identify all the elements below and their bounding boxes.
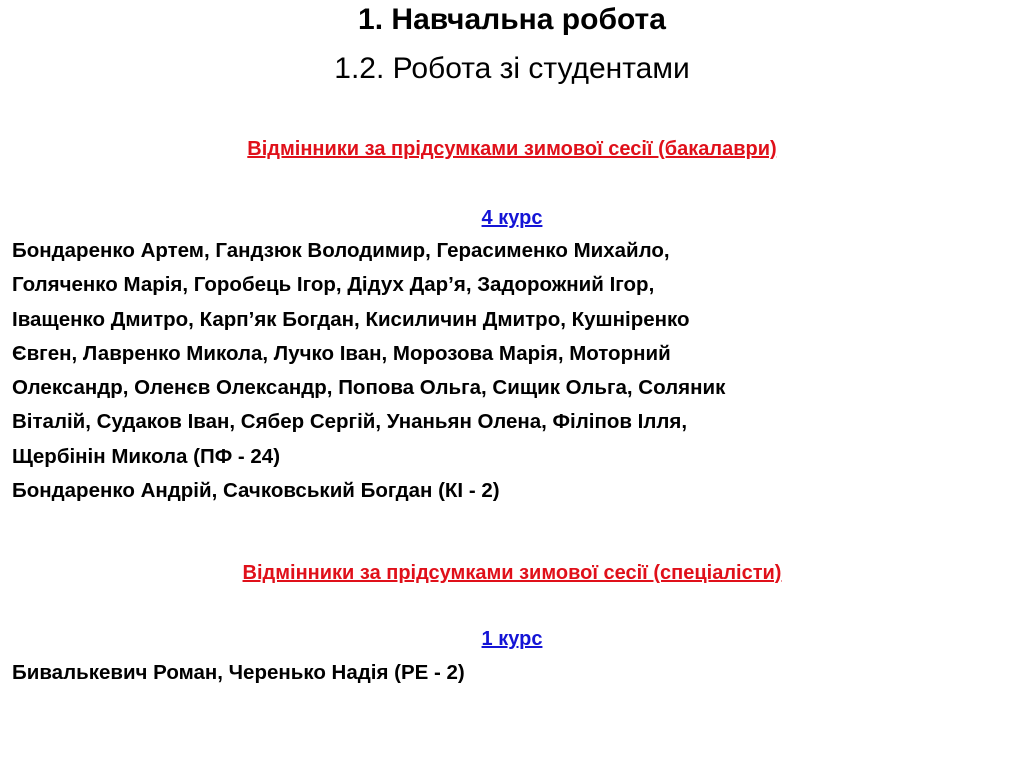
student-list-line: Іващенко Дмитро, Карп’як Богдан, Кисиличин Дмитро, Кушніренко xyxy=(12,307,690,331)
student-list-line: Євген, Лавренко Микола, Лучко Іван, Морозова Марія, Моторний xyxy=(12,341,671,365)
student-list-line: Бондаренко Артем, Гандзюк Володимир, Герасименко Михайло, xyxy=(12,239,670,262)
student-list-line: Голяченко Марія, Горобець Ігор, Дідух Дар’я, Задорожний Ігор, xyxy=(12,273,655,297)
bachelors-course-heading: 4 курс xyxy=(481,207,543,229)
student-list-line: Віталій, Судаков Іван, Сябер Сергій, Унаньян Олена, Філіпов Ілля, xyxy=(12,410,688,434)
specialists-student-list xyxy=(12,656,1012,690)
page-subtitle: 1.2. Робота зі студентами xyxy=(334,52,690,85)
student-list-line: Бивалькевич Роман, Черенько Надія (РЕ - 2) xyxy=(12,661,465,684)
student-list-line: Бондаренко Андрій, Сачковський Богдан (КІ - 2) xyxy=(12,479,500,503)
student-list-line: Щербінін Микола (ПФ - 24) xyxy=(12,444,281,468)
page-title: 1. Навчальна робота xyxy=(358,3,666,36)
specialists-course-heading: 1 курс xyxy=(481,628,543,650)
specialists-heading: Відмінники за прідсумками зимової сесії (спеціалісти) xyxy=(242,562,782,584)
bachelors-student-list xyxy=(12,234,1012,508)
bachelors-heading: Відмінники за прідсумками зимової сесії (бакалаври) xyxy=(247,138,777,160)
student-list-line: Олександр, Оленєв Олександр, Попова Ольга, Сищик Ольга, Соляник xyxy=(12,376,726,400)
